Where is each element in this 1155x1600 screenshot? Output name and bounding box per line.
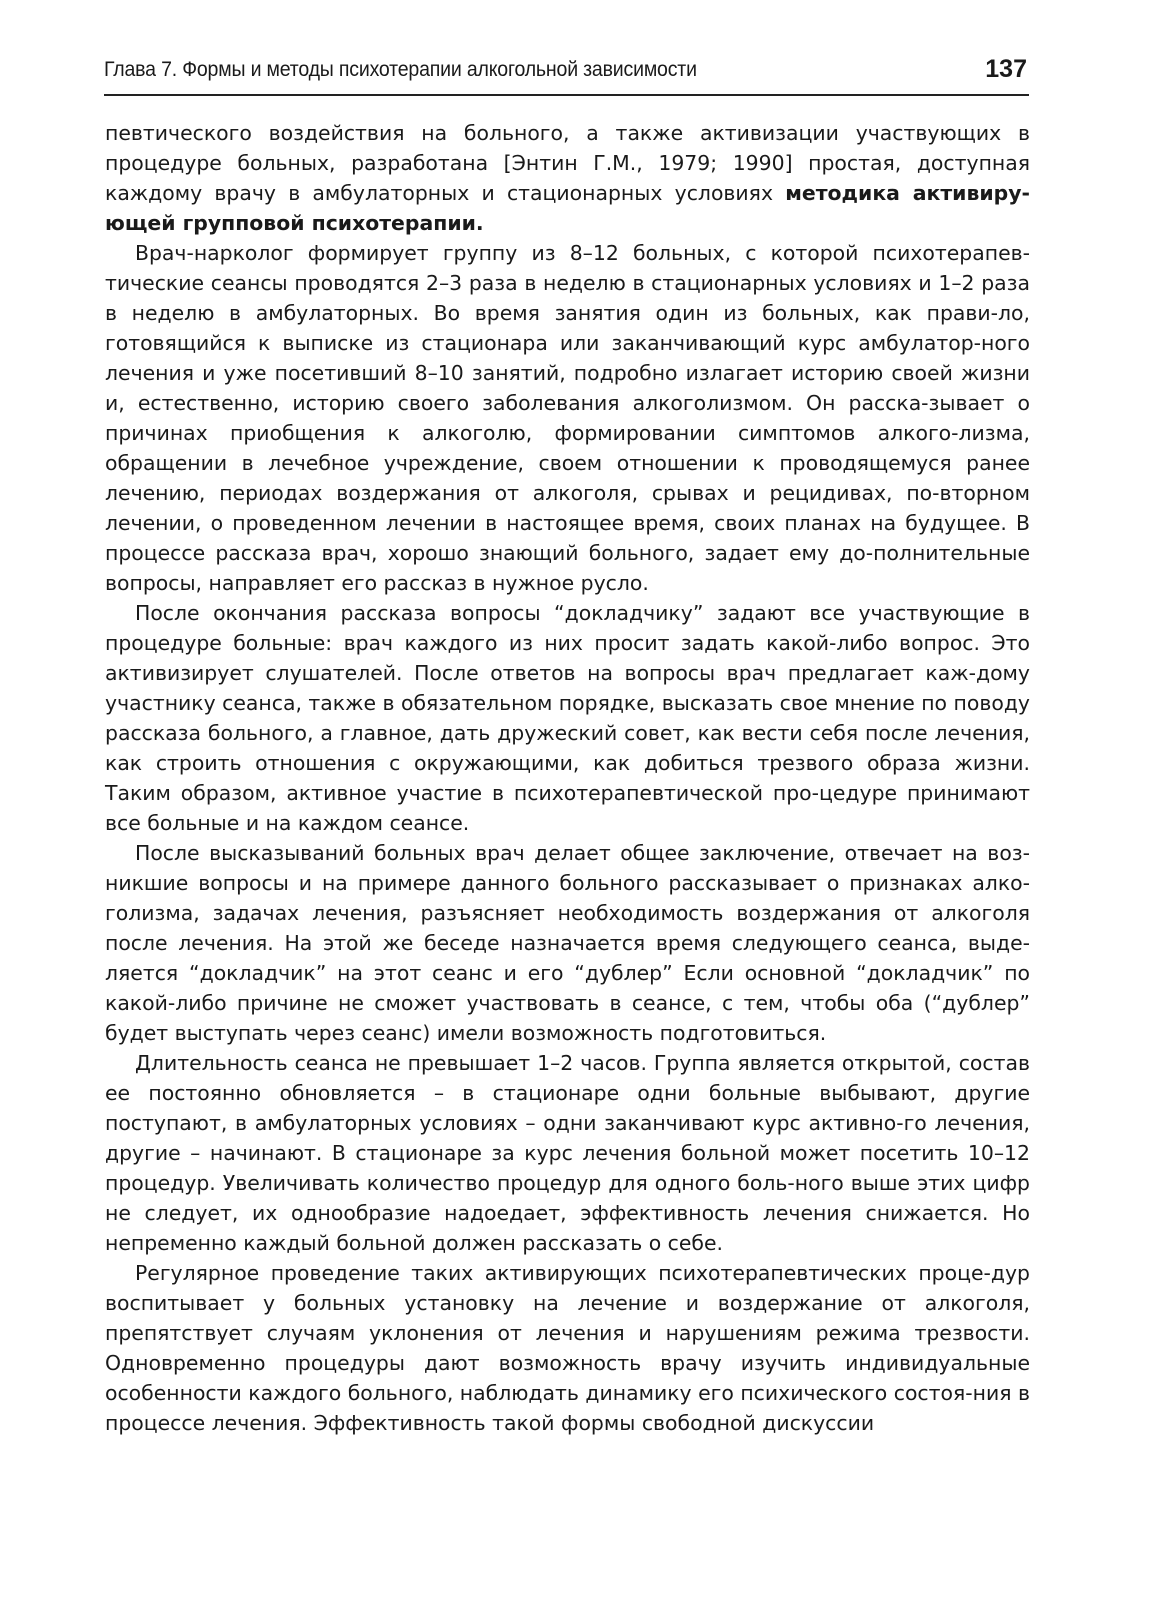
paragraph: После высказываний больных врач делает общее заключение, отвечает на воз-никшие вопросы и на примере данного больного рассказывает о признаках алко-голизма, задачах лечения, разъясняет необходимость воздержания от алкоголя после лечения. На этой же беседе назначается время следующего сеанса, выде-ляется “докладчик” на этот сеанс и его “дублер” Если основной “докладчик” по какой-либо причине не сможет участвовать в сеансе, с тем, чтобы оба (“дублер” будет выступать через сеанс) имели возможность подготовиться. [105,841,1030,1045]
paragraph [105,118,1030,238]
paragraph: Регулярное проведение таких активирующих психотерапевтических проце-дур воспитывает у больных установку на лечение и воздержание от алкоголя, препятствует случаям уклонения от лечения и нарушениям режима трезвости. Одновременно процедуры дают возможность врачу изучить индивидуальные особенности каждого больного, наблюдать динамику его психического состоя-ния в процессе лечения. Эффективность такой формы свободной дискуссии [105,1261,1030,1435]
chapter-title: Глава 7. Формы и методы психотерапии алкогольной зависимости [104,58,697,81]
paragraph: Врач-нарколог формирует группу из 8–12 больных, с которой психотерапев-тические сеансы проводятся 2–3 раза в неделю в стационарных условиях и 1–2 раза в неделю в амбулаторных. Во время занятия один из больных, как прави-ло, готовящийся к выписке из стационара или заканчивающий курс амбулатор-ного лечения и уже посетивший 8–10 занятий, подробно излагает историю своей жизни и, естественно, историю своего заболевания алкоголизмом. Он расска-зывает о причинах приобщения к алкоголю, формировании симптомов алкого-лизма, обращении в лечебное учреждение, своем отношении к проводящемуся ранее лечению, периодах воздержания от алкоголя, срывах и рецидивах, по-вторном лечении, о проведенном лечении в настоящее время, своих планах на будущее. В процессе рассказа врач, хорошо знающий больного, задает ему до-полнительные вопросы, направляет его рассказ в нужное русло. [105,241,1030,595]
page-number: 137 [985,55,1027,83]
method-name-bold: методика активиру-ющей групповой психотерапии. [105,181,1030,235]
paragraph: Длительность сеанса не превышает 1–2 часов. Группа является открытой, состав ее постоянно обновляется – в стационаре одни больные выбывают, другие поступают, в амбулаторных условиях – одни заканчивают курс активно-го лечения, другие – начинают. В стационаре за курс лечения больной может посетить 10–12 процедур. Увеличивать количество процедур для одного боль-ного выше этих цифр не следует, их однообразие надоедает, эффективность лечения снижается. Но непременно каждый больной должен рассказать о себе. [105,1051,1030,1255]
body-text [105,118,1030,1438]
running-header [104,50,1029,96]
paragraph-text: певтического воздействия на больного, а также активизации участвующих в процедуре больных, разработана [Энтин Г.М., 1979; 1990] простая, доступная каждому врачу в амбулаторных и стационарных условиях [105,121,1030,205]
paragraph: После окончания рассказа вопросы “докладчику” задают все участвующие в процедуре больные: врач каждого из них просит задать какой-либо вопрос. Это активизирует слушателей. После ответов на вопросы врач предлагает каж-дому участнику сеанса, также в обязательном порядке, высказать свое мнение по поводу рассказа больного, а главное, дать дружеский совет, как вести себя после лечения, как строить отношения с окружающими, как добиться трезвого образа жизни. Таким образом, активное участие в психотерапевтической про-цедуре принимают все больные и на каждом сеансе. [105,601,1030,835]
